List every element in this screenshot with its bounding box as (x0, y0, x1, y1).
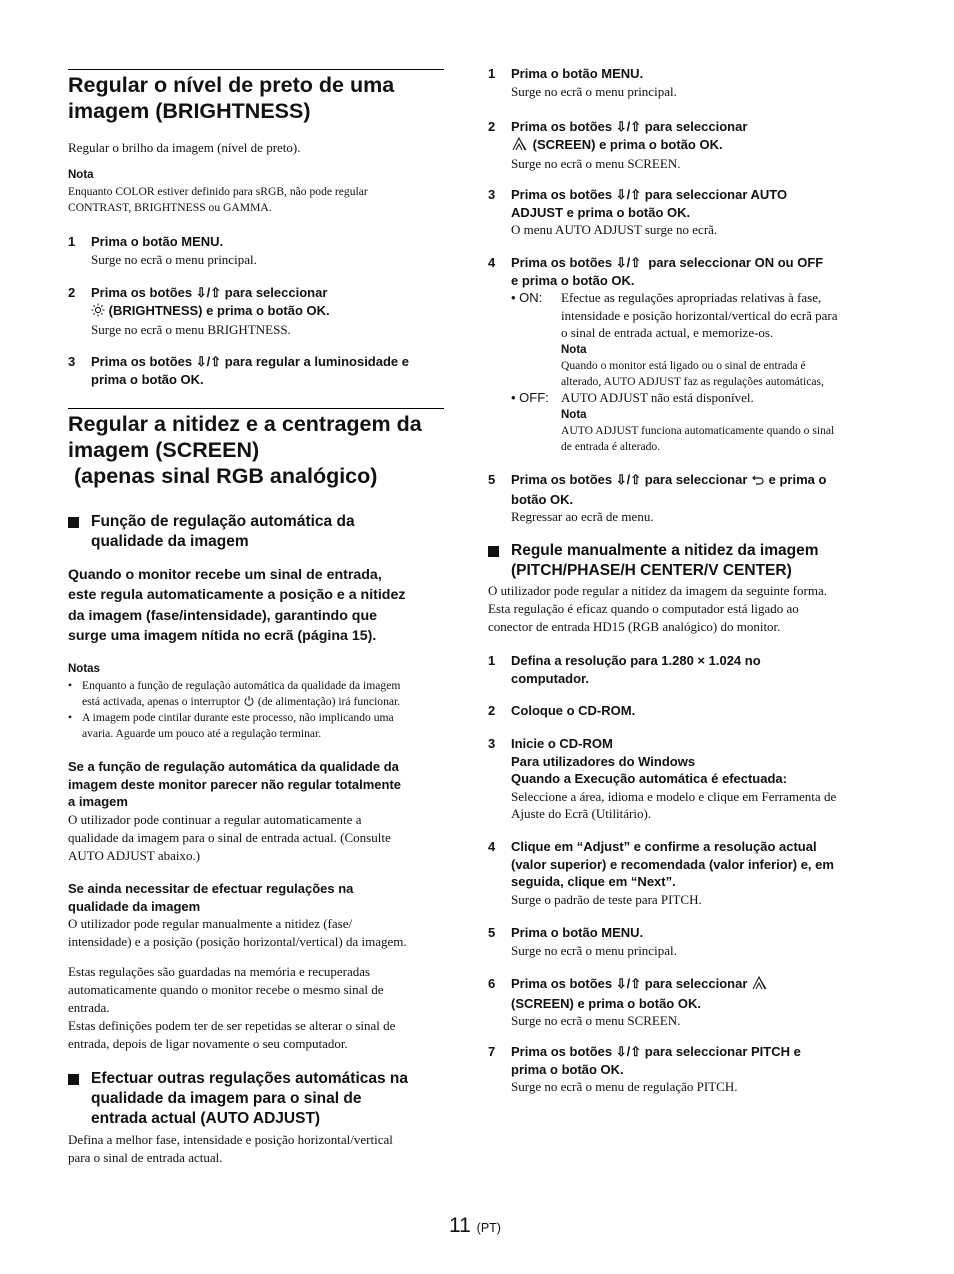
sun-icon (91, 303, 105, 322)
step-command: Prima os botões ⇩/⇧ para regular a luminosidade e (91, 354, 409, 369)
page-number: 11 (PT) (449, 1214, 501, 1237)
notes-label: Notas (68, 663, 100, 675)
language-code: (PT) (476, 1221, 501, 1235)
note-label: Nota (68, 169, 94, 181)
paragraph: O utilizador pode continuar a regular automaticamente a qualidade da imagem para o sinal de entrada actual. (Consulte AUTO ADJUST abaixo.) (68, 812, 391, 863)
square-bullet-icon (488, 546, 499, 557)
step-6: 6 Prima os botões ⇩/⇧ para seleccionar (SCREEN) e prima o botão OK. Surge no ecrã o menu SCREEN. (488, 975, 864, 1030)
step-command: prima o botão OK. (91, 371, 204, 387)
square-bullet-icon (68, 517, 79, 528)
note-bullet: • A imagem pode cintilar durante este processo, não implicando uma avaria. Aguarde um pouco até a regulação terminar. (68, 711, 394, 740)
step-command: Prima o botão MENU. (91, 234, 224, 249)
step-2: 2 Prima os botões ⇩/⇧ para seleccionar (SCREEN) e prima o botão OK. Surge no ecrã o menu SCREEN. (488, 119, 748, 171)
section-rule (68, 69, 444, 70)
subsection-auto-quality: Função de regulação automática da qualidade da imagem (68, 512, 444, 552)
screen-adjust-icon (511, 137, 529, 156)
step-number: 2 (68, 285, 76, 300)
screen-adjust-icon (751, 976, 769, 995)
step-4: 4 Clique em “Adjust” e confirme a resolução actual (valor superior) e recomendada (valor inferior) e, em seguida, clique em “Next”. Surge o padrão de teste para PITCH. (488, 839, 834, 907)
lead-paragraph: Quando o monitor recebe um sinal de entrada, este regula automaticamente a posição e a nitidez da imagem (fase/intensidade), garantindo que surge uma imagem nítida no ecrã (página 15). (68, 567, 406, 644)
step-3: 3 Inicie o CD-ROM Para utilizadores do Windows Quando a Execução automática é efectuada: Seleccione a área, idioma e modelo e clique em Ferramenta de Ajuste do Ecrã (Utilitário). (488, 736, 837, 821)
paragraph: O utilizador pode regular a nitidez da imagem da seguinte forma. Esta regulação é eficaz quando o computador está ligado ao conector de entrada HD15 (RGB analógico) do monitor. (488, 583, 827, 634)
step-command: (BRIGHTNESS) e prima o botão OK. (91, 302, 444, 322)
option-off: • OFF: AUTO ADJUST não está disponível. Nota AUTO ADJUST funciona automaticamente quando o sinal de entrada é alterado. (511, 390, 835, 453)
step-1: 1 Prima o botão MENU. Surge no ecrã o menu principal. (488, 66, 677, 99)
step-5: 5 Prima o botão MENU. Surge no ecrã o menu principal. (488, 925, 677, 958)
return-icon (751, 473, 765, 491)
step-4: 4 Prima os botões ⇩/⇧ para seleccionar ON ou OFF e prima o botão OK. (488, 255, 824, 288)
paragraph: O utilizador pode regular manualmente a nitidez (fase/ intensidade) e a posição (posição horizontal/vertical) da imagem. (68, 916, 407, 949)
step-3 (68, 353, 444, 388)
option-on: • ON: Efectue as regulações apropriadas relativas à fase, intensidade e posição horizontal/vertical do ecrã para o sinal de entrada actual, e memorize-os. Nota Quando o monitor está ligado ou o sinal de entrada é alterado, AUTO ADJUST faz as regulações automáticas, (511, 290, 838, 388)
note-text: Enquanto COLOR estiver definido para sRGB, não pode regular CONTRAST, BRIGHTNESS ou GAMMA. (68, 185, 368, 214)
section-title-brightness (68, 72, 444, 124)
note-bullet: • Enquanto a função de regulação automática da qualidade da imagem está activada, apenas o interruptor (de alimentação) irá funcionar. (68, 678, 444, 712)
step-7: 7 Prima os botões ⇩/⇧ para seleccionar PITCH e prima o botão OK. Surge no ecrã o menu de regulação PITCH. (488, 1044, 801, 1094)
section-rule (68, 408, 444, 409)
step-1 (68, 233, 444, 268)
square-bullet-icon (68, 1074, 79, 1085)
step-2: 2 Coloque o CD-ROM. (488, 703, 636, 718)
title-line: Regular o nível de preto de uma (68, 73, 395, 97)
step-3: 3 Prima os botões ⇩/⇧ para seleccionar AUTO ADJUST e prima o botão OK. O menu AUTO ADJUST surge no ecrã. (488, 187, 788, 237)
step-2 (68, 284, 444, 339)
step-result: Surge no ecrã o menu BRIGHTNESS. (91, 322, 291, 337)
subheading-manual: Se ainda necessitar de efectuar regulações na qualidade da imagem (68, 881, 354, 914)
subsection-manual-pitch: Regule manualmente a nitidez da imagem (PITCH/PHASE/H CENTER/V CENTER) (488, 541, 864, 581)
step-number: 3 (68, 354, 76, 369)
step-result: Surge no ecrã o menu principal. (91, 251, 257, 267)
step-command: Prima os botões ⇩/⇧ para seleccionar (91, 285, 328, 300)
section-title-screen: Regular a nitidez e a centragem da imagem (SCREEN) (apenas sinal RGB analógico) (68, 412, 422, 488)
step-5: 5 Prima os botões ⇩/⇧ para seleccionar e prima o botão OK. Regressar ao ecrã de menu. (488, 472, 827, 524)
step-number: 1 (68, 234, 76, 249)
intro-text: Regular o brilho da imagem (nível de preto). (68, 140, 301, 155)
paragraph: Defina a melhor fase, intensidade e posição horizontal/vertical para o sinal de entrada actual. (68, 1132, 393, 1165)
title-line: imagem (BRIGHTNESS) (68, 99, 311, 123)
subsection-auto-adjust: Efectuar outras regulações automáticas na qualidade da imagem para o sinal de entrada actual (AUTO ADJUST) (68, 1069, 444, 1129)
subheading-auto-not-enough: Se a função de regulação automática da qualidade da imagem deste monitor parecer não regular totalmente a imagem (68, 759, 402, 809)
paragraph: Estas regulações são guardadas na memória e recuperadas automaticamente quando o monitor recebe o mesmo sinal de entrada. Estas definições podem ter de ser repetidas se alterar o sinal de entrada, depois de ligar novamente o seu computador. (68, 964, 396, 1051)
step-1: 1 Defina a resolução para 1.280 × 1.024 no computador. (488, 653, 761, 686)
